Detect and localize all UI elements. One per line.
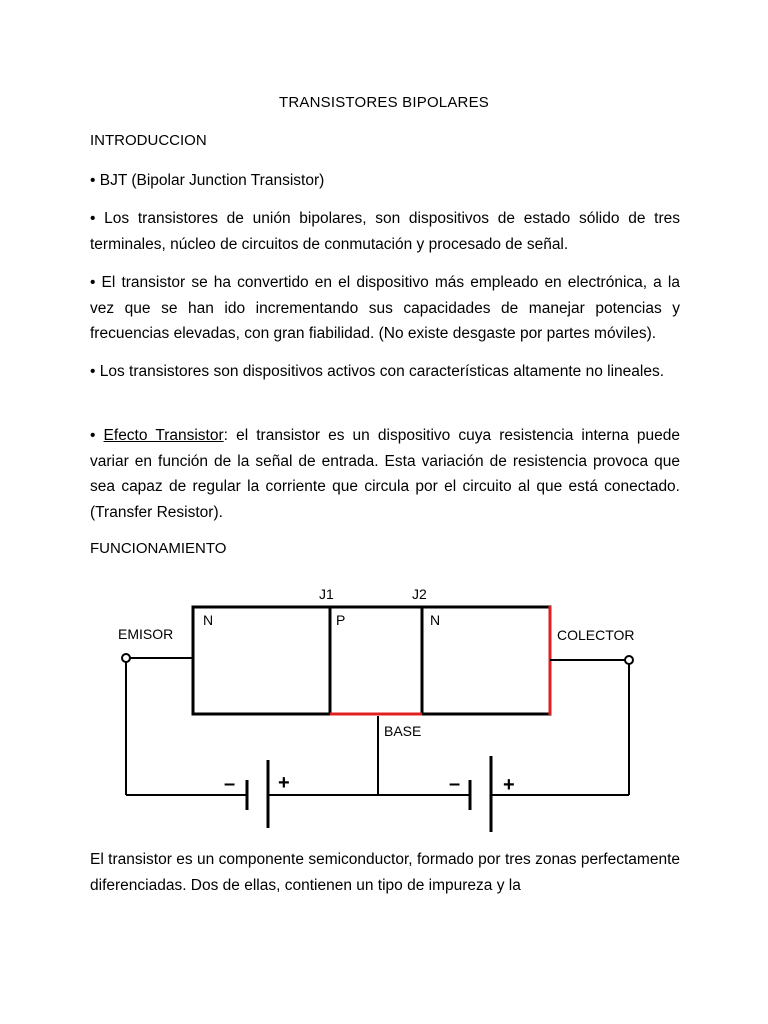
label-zone-n-emitter: N [203, 612, 214, 628]
bullet-bjt: • BJT (Bipolar Junction Transistor) [90, 172, 325, 189]
transistor-body [193, 607, 550, 714]
bullet-definition: • Los transistores de unión bipolares, son dispositivos de estado sólido de tres terminales, núcleo de circuitos de conmutación y procesado de señal. [90, 210, 680, 253]
closing-paragraph: El transistor es un componente semiconductor, formado por tres zonas perfectamente diferenciadas. Dos de ellas, contienen un tipo de impureza y la [90, 851, 680, 894]
section-heading-funcionamiento: FUNCIONAMIENTO [90, 540, 227, 557]
label-colector: COLECTOR [557, 627, 635, 643]
collector-terminal [625, 656, 633, 664]
bullet-usage: • El transistor se ha convertido en el dispositivo más empleado en electrónica, a la vez que se han ido incrementando sus capacidades de manejar potencias y frecuencias elevadas, con gran fiabilidad. (No existe desgaste por partes móviles). [90, 274, 680, 342]
bullet-nonlinear: • Los transistores son dispositivos activos con características altamente no lineales. [90, 363, 665, 380]
battery1-minus-sign: – [224, 773, 236, 795]
document-title: TRANSISTORES BIPOLARES [278, 94, 489, 111]
efecto-transistor-text: : el transistor es un dispositivo cuya resistencia interna puede variar en función de la señal de entrada. Esta variación de resistencia provoca que sea capaz de regular la corriente que circula por el circuito al que está conectado. (Transfer Resistor). [90, 427, 681, 521]
battery1-plus-sign: + [278, 772, 290, 794]
label-base: BASE [384, 723, 422, 739]
label-zone-n-collector: N [430, 612, 441, 628]
label-zone-p: P [336, 612, 346, 628]
label-j1: J1 [319, 586, 334, 602]
efecto-transistor-term: Efecto Transistor [103, 427, 224, 444]
section-heading-introduccion: INTRODUCCION [90, 132, 207, 149]
emitter-terminal [122, 654, 130, 662]
battery2-plus-sign: + [503, 774, 515, 796]
battery2-minus-sign: – [449, 773, 461, 795]
label-emisor: EMISOR [118, 626, 174, 642]
label-j2: J2 [412, 586, 427, 602]
bullet-prefix: • [90, 427, 104, 444]
